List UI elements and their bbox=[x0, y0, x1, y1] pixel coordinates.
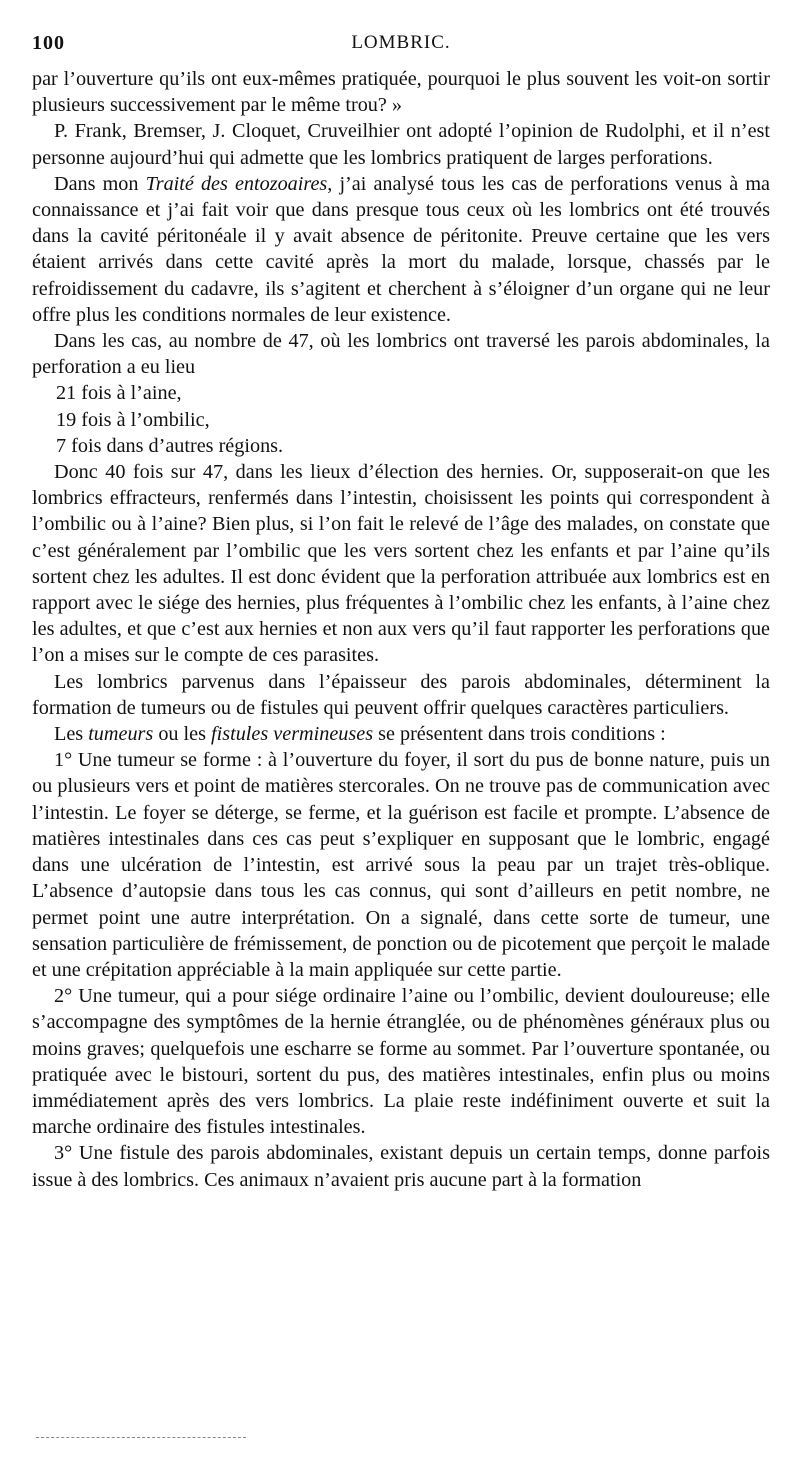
paragraph: Les lombrics parvenus dans l’épaisseur des parois abdominales, déterminent la formation de tumeurs ou de fistules qui peuvent offrir quelques caractères particuliers. bbox=[32, 670, 770, 719]
page-header bbox=[32, 28, 770, 56]
text-run: , j’ai analysé tous les cas de perforations venus à ma connaissance et j’ai fait voir que dans presque tous ceux où les lombrics ont été trouvés dans la cavité péritonéale il y avait absence de péritonite. Preuve certaine que les vers étaient arrivés dans cette cavité après la mort du malade, lorsque, chassés par le refroidissement du cadavre, ils s’agitent et cherchent à s’éloigner d’un organe qui ne leur offre plus les conditions normales de leur existence. bbox=[32, 172, 770, 326]
book-title: Traité des entozoaires bbox=[145, 172, 328, 195]
paragraph: Dans les cas, au nombre de 47, où les lombrics ont traversé les parois abdominales, la perforation a eu lieu bbox=[32, 330, 770, 379]
paragraph: Donc 40 fois sur 47, dans les lieux d’élection des hernies. Or, supposerait-on que les lombrics effracteurs, renfermés dans l’intestin, choisissent les points qui correspondent à l’ombilic ou à l’aine? Bien plus, si l’on fait le relevé de l’âge des malades, on constate que c’est généralement par l’ombilic que les vers sortent chez les enfants et par l’aine qu’ils sortent chez les adultes. Il est donc évident que la perforation attribuée aux lombrics est en rapport avec le siége des hernies, plus fréquentes à l’ombilic chez les enfants, à l’aine chez les adultes, et que c’est aux hernies et non aux vers qu’il faut rapporter les perforations que l’on a mises sur le compte de ces parasites. bbox=[32, 461, 770, 667]
list-item: 21 fois à l’aine, bbox=[56, 382, 182, 405]
paragraph bbox=[32, 171, 770, 328]
paragraph: 1° Une tumeur se forme : à l’ouverture du foyer, il sort du pus de bonne nature, puis un ou plusieurs vers et point de matières stercorales. On ne trouve pas de communication avec l’intestin. Le foyer se déterge, se ferme, et la guérison est facile et prompte. L’absence de matières intestinales dans ces cas peut s’expliquer en supposant que le lombric, engagé dans une ulcération de l’intestin, est arrivé sous la peau par un trajet très-oblique. L’absence d’autopsie dans tous les cas connus, qui sont d’ailleurs en petit nombre, ne permet point une autre interprétation. On a signalé, dans cette sorte de tumeur, une sensation particulière de frémissement, de ponction ou de picotement que perçoit le malade et une crépitation appréciable à la main appliquée sur cette partie. bbox=[32, 749, 770, 981]
page bbox=[32, 28, 770, 1193]
page-number: 100 bbox=[32, 32, 65, 54]
footer-rule bbox=[36, 1437, 246, 1438]
text-run: ou les bbox=[153, 723, 212, 746]
paragraph bbox=[32, 721, 770, 747]
list-item: 19 fois à l’ombilic, bbox=[56, 408, 210, 431]
body-text bbox=[32, 66, 770, 1193]
list-item: 7 fois dans d’autres régions. bbox=[56, 434, 284, 457]
text-run: se présentent dans trois conditions : bbox=[373, 723, 666, 746]
paragraph: par l’ouverture qu’ils ont eux-mêmes pratiquée, pourquoi le plus souvent les voit-on sortir plusieurs successivement par le même trou? » bbox=[32, 68, 770, 117]
emphasis: fistules vermineuses bbox=[211, 723, 374, 746]
emphasis: tumeurs bbox=[88, 723, 154, 746]
paragraph: 3° Une fistule des parois abdominales, existant depuis un certain temps, donne parfois issue à des lombrics. Ces animaux n’avaient pris aucune part à la formation bbox=[32, 1142, 770, 1191]
text-run: Les bbox=[54, 723, 89, 746]
text-run: Dans mon bbox=[54, 172, 146, 195]
running-title: LOMBRIC. bbox=[351, 32, 451, 53]
paragraph: 2° Une tumeur, qui a pour siége ordinaire l’aine ou l’ombilic, devient douloureuse; elle s’accompagne des symptômes de la hernie étranglée, ou de phénomènes généraux plus ou moins graves; quelquefois une escharre se forme au sommet. Par l’ouverture spontanée, ou pratiquée avec le bistouri, sortent du pus, des matières intestinales, enfin plus ou moins immédiatement après des vers lombrics. La plaie reste indéfiniment ouverte et suit la marche ordinaire des fistules intestinales. bbox=[32, 985, 770, 1139]
paragraph: P. Frank, Bremser, J. Cloquet, Cruveilhier ont adopté l’opinion de Rudolphi, et il n’est personne aujourd’hui qui admette que les lombrics pratiquent de larges perforations. bbox=[32, 120, 770, 169]
